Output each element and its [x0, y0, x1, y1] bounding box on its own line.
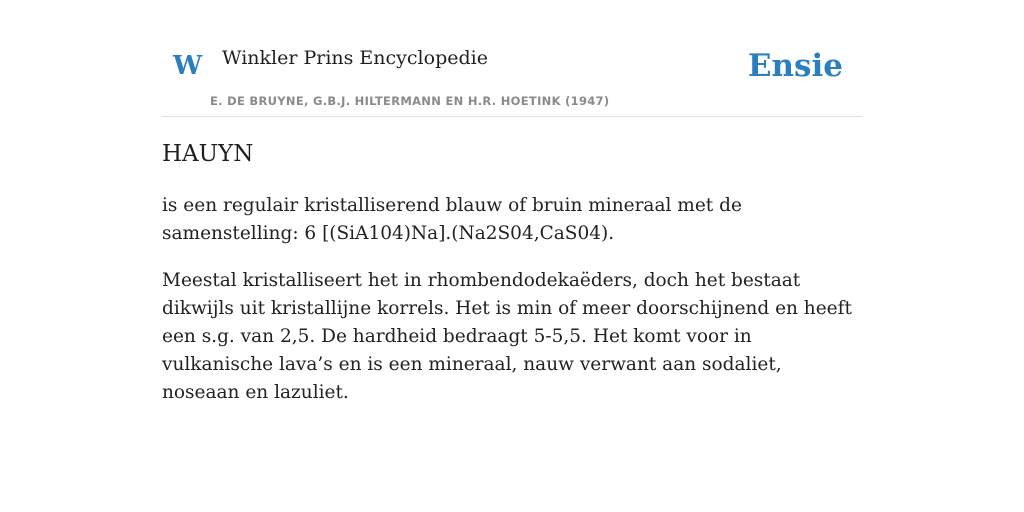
- publication-title: Winkler Prins Encyclopedie: [222, 47, 488, 69]
- article-title: HAUYN: [162, 141, 254, 167]
- article-paragraph: is een regulair kristalliserend blauw of bruin mineraal met de samenstelling: 6 [(SiA104)Na].(Na2S04,CaS04).: [162, 195, 742, 244]
- ensie-logo[interactable]: Ensie: [747, 48, 843, 84]
- article: [162, 138, 862, 407]
- article-paragraph: Meestal kristalliseert het in rhombendodekaëders, doch het bestaat dikwijls uit kristallijne korrels. Het is min of meer doorschijnend en heeft een s.g. van 2,5. De hardheid bedraagt 5-5,5. Het komt voor in vulkanische lava’s en is een mineraal, nauw verwant aan sodaliet, noseaan en lazuliet.: [162, 270, 852, 403]
- publication-authors: E. DE BRUYNE, G.B.J. HILTERMANN EN H.R. HOETINK (1947): [210, 94, 610, 108]
- winkler-prins-logo[interactable]: W: [173, 51, 203, 81]
- page-header: [162, 0, 862, 117]
